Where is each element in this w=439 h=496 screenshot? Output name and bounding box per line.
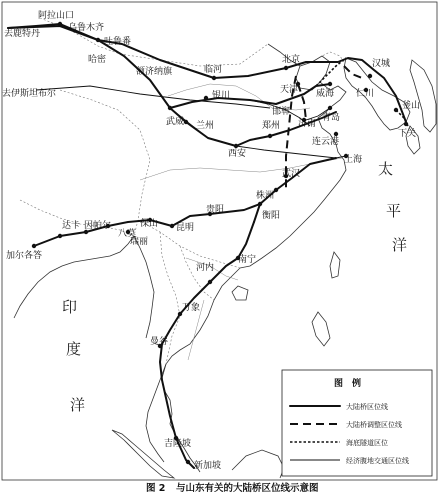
- caption-text: 与山东有关的大陆桥区位线示意图: [176, 483, 319, 494]
- label-pacific-3: 洋: [392, 236, 408, 254]
- legend-label-thin: 经济腹地交通区位线: [346, 457, 409, 465]
- label-fushan: 釜山: [402, 101, 421, 111]
- label-weihai: 威海: [316, 89, 335, 99]
- city-dot-dhaka: [58, 234, 62, 238]
- caption-figure-no: 图 2: [146, 483, 166, 494]
- city-dot-beijing: [284, 66, 288, 70]
- label-zhengzhou: 郑州: [262, 121, 281, 131]
- legend-label-dashed: 大陆桥调整区位线: [346, 421, 402, 429]
- label-jinan: 济南: [298, 119, 317, 129]
- label-hanoi: 河内: [196, 263, 215, 273]
- label-ejina: 额济纳旗: [136, 67, 173, 77]
- label-tulufan: 吐鲁番: [104, 37, 132, 47]
- city-dot-xiaguan: [404, 122, 408, 126]
- label-pacific-2: 平: [386, 202, 402, 220]
- city-dot-lianyungang: [334, 132, 338, 136]
- label-bangkok: 曼谷: [150, 337, 169, 347]
- label-yinpaer: 因帕尔: [84, 221, 112, 231]
- legend-label-dotted: 海底隧道区位: [346, 439, 388, 447]
- city-dot-singapore: [186, 460, 190, 464]
- label-qingdao: 青岛: [322, 113, 341, 123]
- label-pacific-1: 太: [378, 160, 394, 178]
- label-ruili: 瑞丽: [130, 237, 149, 247]
- city-dot-kunming: [170, 224, 174, 228]
- label-qudeiteshi: 去鹿特丹: [4, 29, 41, 39]
- city-dot-wuwei: [168, 106, 172, 110]
- city-dot-zhengzhou: [268, 134, 272, 138]
- city-dot-zhuzhou: [274, 188, 278, 192]
- city-dot-hanoi: [208, 280, 212, 284]
- label-lanzhou: 兰州: [196, 121, 215, 131]
- city-dot-wulumuqi: [58, 22, 62, 26]
- label-alashankou: 阿拉山口: [38, 11, 75, 21]
- label-kolkata: 加尔各答: [6, 251, 43, 261]
- label-wuwei: 武威: [166, 117, 185, 127]
- legend-label-solid: 大陆桥区位线: [346, 403, 388, 411]
- label-xiaguan: 下关: [398, 129, 417, 139]
- city-dot-qingdao: [328, 106, 332, 110]
- label-vientiane: 万象: [182, 303, 201, 313]
- city-dot-lanzhou: [184, 120, 188, 124]
- label-wuhan: 武汉: [282, 169, 301, 179]
- label-shanghai: 上海: [344, 155, 363, 165]
- label-renchuan: 仁川: [356, 89, 375, 99]
- label-nanning: 南宁: [238, 255, 257, 265]
- label-handan: 邯郸: [272, 107, 291, 117]
- city-dot-hengyang: [258, 202, 262, 206]
- city-dot-yinchuan: [204, 96, 208, 100]
- city-dot-xian: [234, 144, 238, 148]
- label-baoshan: 保山: [140, 219, 159, 229]
- label-lianyungang: 连云港: [312, 137, 340, 147]
- label-hami: 哈密: [88, 55, 107, 65]
- label-xian: 西安: [228, 149, 247, 159]
- city-dot-linhe: [212, 76, 216, 80]
- city-dot-tulufan: [96, 38, 100, 42]
- city-dot-kolkata: [32, 244, 36, 248]
- label-indian-3: 洋: [70, 396, 86, 414]
- city-dot-hancheng: [368, 74, 372, 78]
- label-tianjin: 天津: [280, 85, 299, 95]
- legend-title: 图 例: [334, 379, 362, 389]
- label-linhe: 临河: [204, 65, 223, 75]
- label-singapore: 新加坡: [194, 461, 222, 471]
- label-yinchuan: 银川: [212, 91, 231, 101]
- label-indian-2: 度: [66, 340, 82, 358]
- label-beijing: 北京: [282, 55, 301, 65]
- label-kualalumpur: 吉隆坡: [164, 439, 192, 449]
- city-dot-fushan: [394, 108, 398, 112]
- city-dot-weihai: [328, 82, 332, 86]
- label-kunming: 昆明: [176, 223, 195, 233]
- label-wulumuqi: 乌鲁木齐: [68, 23, 105, 33]
- label-dhaka: 达卡: [62, 221, 81, 231]
- label-qu-iran: 去伊斯坦布尔: [2, 89, 57, 99]
- legend: [282, 370, 432, 476]
- label-bamo: 八莫: [118, 229, 137, 239]
- label-guiyang: 贵阳: [206, 205, 225, 215]
- label-hancheng: 汉城: [372, 59, 391, 69]
- label-hengyang: 衡阳: [262, 211, 281, 221]
- label-zhuzhou: 株洲: [256, 191, 275, 201]
- label-indian-1: 印: [62, 298, 78, 316]
